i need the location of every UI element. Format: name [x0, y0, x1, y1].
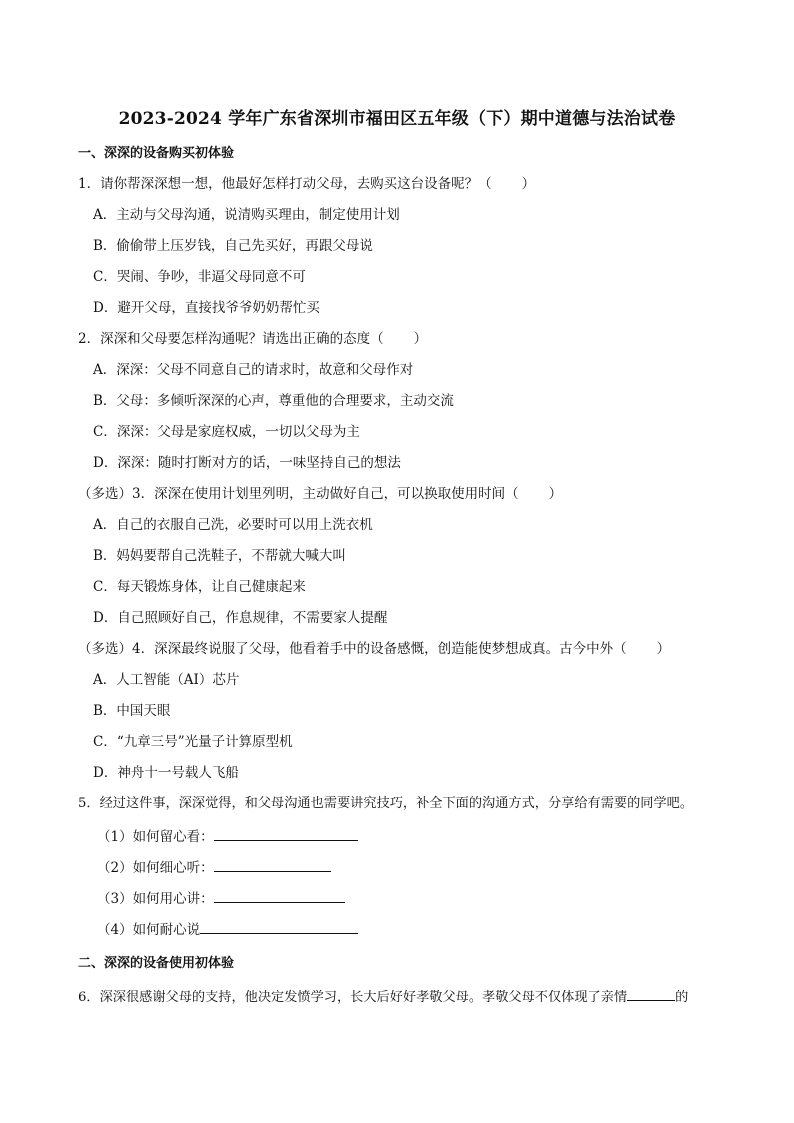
question-1-option-b: B．偷偷带上压岁钱，自己先买好，再跟父母说	[93, 238, 373, 254]
question-3-close: ）	[548, 486, 563, 502]
question-4-stem: （多选）4．深深最终说服了父母，他看着手中的设备感慨，创造能使梦想成真。古今中外（	[78, 641, 627, 657]
section-heading-2: 二、深深的设备使用初体验	[78, 956, 235, 971]
question-4-option-d: D．神舟十一号载人飞船	[93, 765, 239, 781]
question-1	[78, 175, 535, 193]
question-5-item-2-label: （2）如何细心听：	[97, 860, 214, 876]
question-2-option-a: A．深深：父母不同意自己的请求时，故意和父母作对	[93, 362, 414, 378]
question-1-option-d: D．避开父母，直接找爷爷奶奶帮忙买	[93, 300, 320, 316]
answer-blank-6[interactable]	[627, 986, 675, 1001]
question-6-tail: 的	[675, 990, 689, 1005]
question-4-option-a: A．人工智能（AI）芯片	[93, 672, 240, 688]
page-title: 2023-2024 学年广东省深圳市福田区五年级（下）期中道德与法治试卷	[118, 109, 676, 129]
question-5-item-4	[97, 919, 358, 939]
question-2-option-d: D．深深：随时打断对方的话，一味坚持自己的想法	[93, 455, 401, 471]
question-4-option-b: B．中国天眼	[93, 703, 171, 719]
question-3	[78, 485, 562, 503]
question-3-option-a: A．自己的衣服自己洗，必要时可以用上洗衣机	[93, 517, 373, 533]
question-5-item-4-label: （4）如何耐心说	[97, 922, 201, 938]
question-5-item-1	[97, 826, 358, 846]
question-2-stem: 2．深深和父母要怎样沟通呢？请选出正确的态度（	[78, 331, 384, 347]
question-5-item-3	[97, 888, 345, 908]
question-2-close: ）	[413, 331, 428, 347]
question-4-close: ）	[656, 641, 671, 657]
question-1-stem: 1．请你帮深深想一想，他最好怎样打动父母，去购买这台设备呢？（	[78, 176, 492, 192]
answer-blank-3[interactable]	[214, 888, 345, 903]
question-5-item-2	[97, 857, 331, 877]
section-heading-1: 一、深深的设备购买初体验	[78, 146, 235, 161]
question-3-option-c: C．每天锻炼身体，让自己健康起来	[93, 579, 306, 595]
answer-blank-4[interactable]	[200, 919, 358, 934]
question-5-item-3-label: （3）如何用心讲：	[97, 891, 214, 907]
question-6-stem: 6．深深很感谢父母的支持，他决定发愤学习，长大后好好孝敬父母。孝敬父母不仅体现了亲情	[78, 990, 628, 1005]
question-3-stem: （多选）3．深深在使用计划里列明，主动做好自己，可以换取使用时间（	[78, 486, 519, 502]
question-3-option-b: B．妈妈要帮自己洗鞋子，不帮就大喊大叫	[93, 548, 346, 564]
question-5-stem: 5．经过这件事，深深觉得，和父母沟通也需要讲究技巧，补全下面的沟通方式，分享给有需要的同学吧。	[78, 796, 694, 811]
question-2	[78, 330, 427, 348]
question-2-option-b: B．父母：多倾听深深的心声，尊重他的合理要求，主动交流	[93, 393, 454, 409]
answer-blank-1[interactable]	[214, 826, 358, 841]
question-1-option-c: C．哭闹、争吵，非逼父母同意不可	[93, 269, 306, 285]
question-1-close: ）	[521, 176, 536, 192]
question-6	[78, 986, 688, 1007]
question-3-option-d: D．自己照顾好自己，作息规律，不需要家人提醒	[93, 610, 388, 626]
answer-blank-2[interactable]	[214, 857, 331, 872]
question-4-option-c: C．“九章三号”光量子计算原型机	[93, 734, 293, 750]
question-5-item-1-label: （1）如何留心看：	[97, 829, 214, 845]
question-1-option-a: A．主动与父母沟通，说清购买理由，制定使用计划	[93, 207, 400, 223]
question-2-option-c: C．深深：父母是家庭权威，一切以父母为主	[93, 424, 360, 440]
question-4	[78, 640, 670, 658]
